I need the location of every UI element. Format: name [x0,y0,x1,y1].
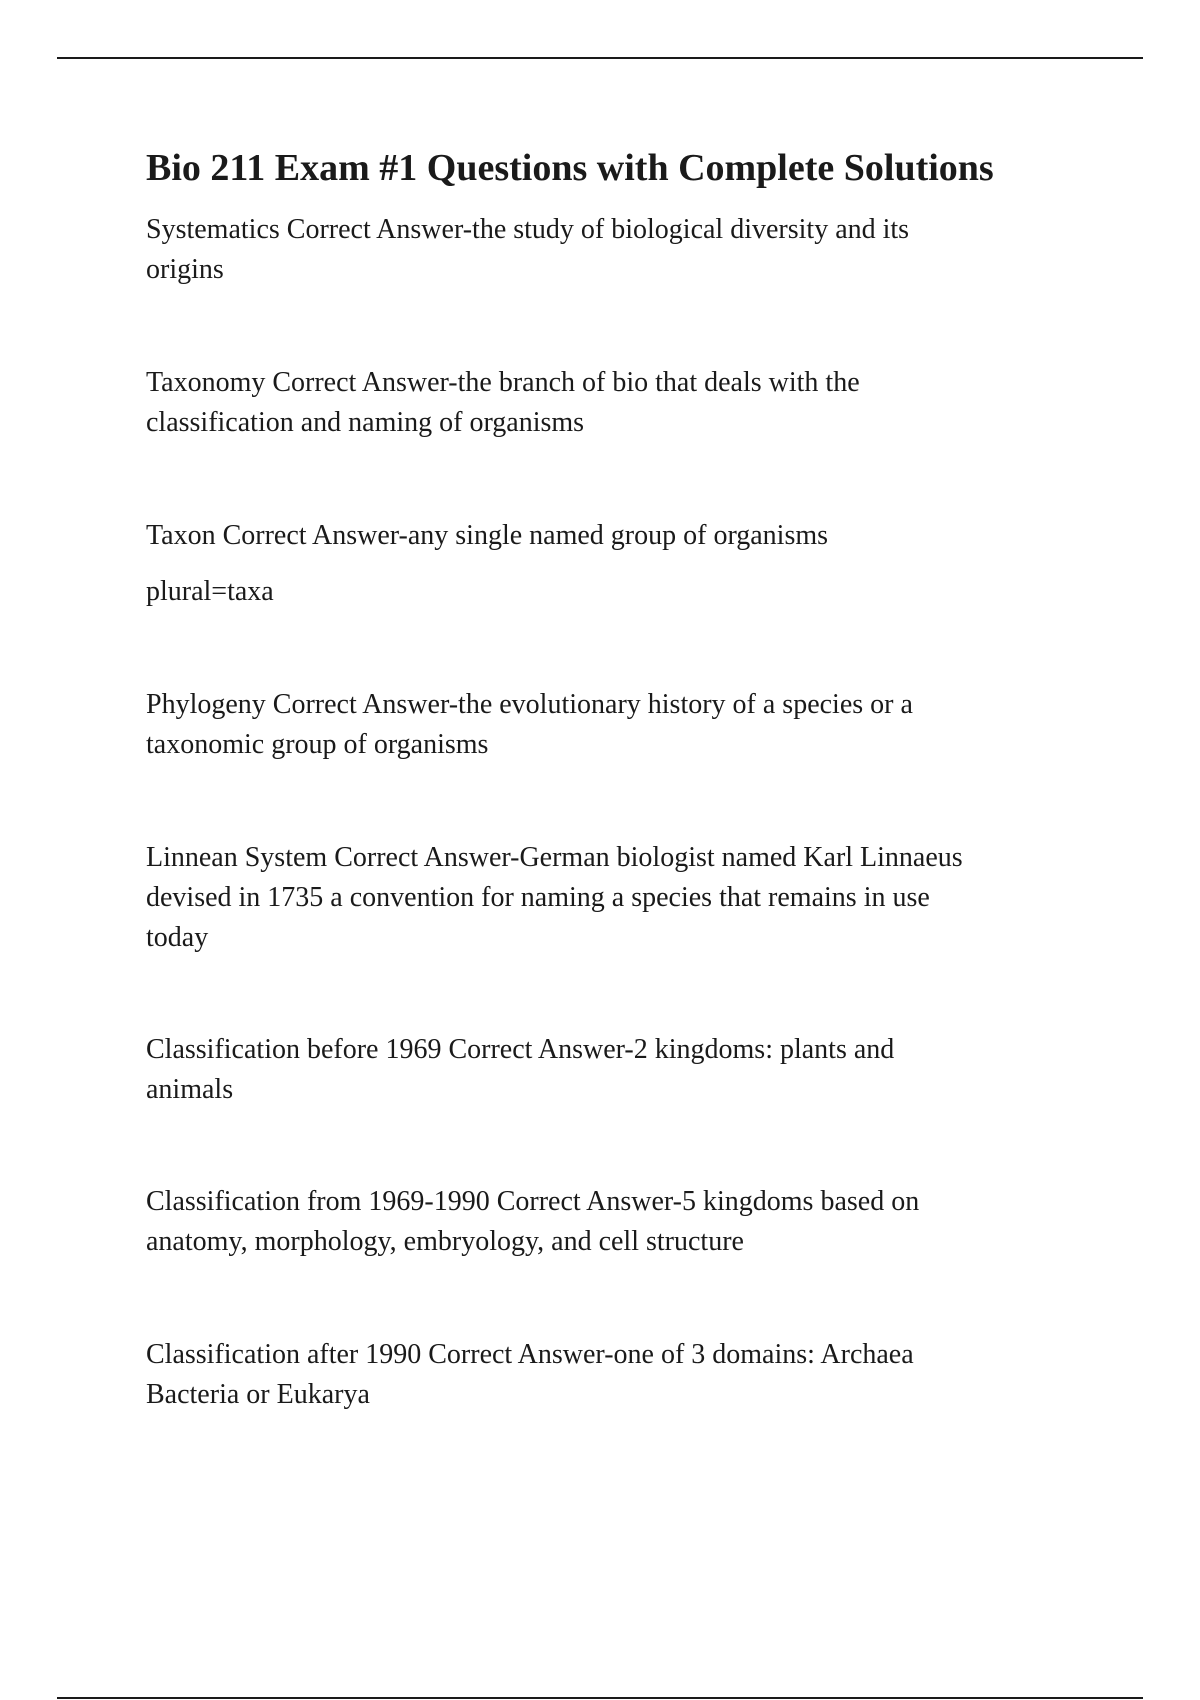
entry-line: anatomy, morphology, embryology, and cell structure [146,1226,744,1257]
entry-linnean-system [146,838,1146,958]
entry-line: Bacteria or Eukarya [146,1379,370,1410]
entry-line: Classification after 1990 Correct Answer-one of 3 domains: Archaea [146,1339,914,1370]
entry-phylogeny [146,685,1146,765]
entry-line: animals [146,1074,234,1105]
entry-line: Taxon Correct Answer-any single named group of organisms [146,520,829,551]
entry-line: classification and naming of organisms [146,407,585,438]
entry-line: Phylogeny Correct Answer-the evolutionary history of a species or a [146,689,913,720]
entry-taxon [146,516,1146,612]
entry-classification-1969-1990 [146,1182,1146,1262]
entry-classification-after-1990 [146,1335,1146,1415]
entry-line: today [146,922,209,953]
top-rule [57,57,1143,59]
entry-line: devised in 1735 a convention for naming a species that remains in use [146,882,930,913]
entry-taxonomy [146,363,1146,443]
entry-plural-note: plural=taxa [146,576,274,607]
entry-systematics [146,210,1146,290]
document-title: Bio 211 Exam #1 Questions with Complete Solutions [146,147,994,189]
entry-line: Classification before 1969 Correct Answer-2 kingdoms: plants and [146,1034,895,1065]
entry-line: Classification from 1969-1990 Correct Answer-5 kingdoms based on [146,1186,920,1217]
entry-line: Systematics Correct Answer-the study of biological diversity and its [146,214,910,245]
entry-line: origins [146,254,224,285]
entry-classification-before-1969 [146,1030,1146,1110]
entry-line: Linnean System Correct Answer-German biologist named Karl Linnaeus [146,842,963,873]
bottom-rule [57,1697,1143,1699]
entry-line: Taxonomy Correct Answer-the branch of bio that deals with the [146,367,860,398]
entry-line: taxonomic group of organisms [146,729,489,760]
